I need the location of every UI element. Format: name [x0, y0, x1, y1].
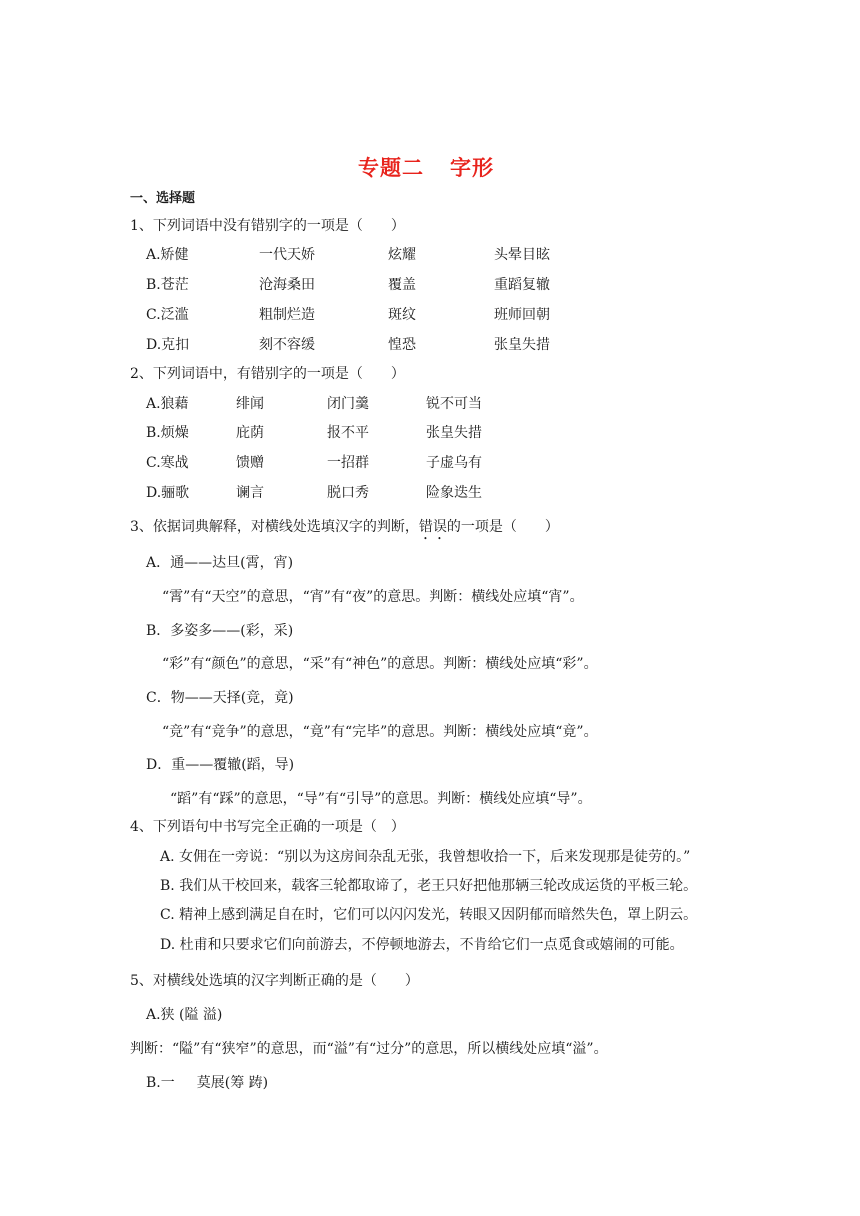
q3-explain-b: “彩”有“颜色”的意思，“采”有“神色”的意思。判断：横线处应填“彩”。 — [162, 656, 598, 672]
q2-option-b-4: 张皇失措 — [426, 425, 482, 441]
q1-option-d-2: 刻不容缓 — [259, 337, 315, 353]
q2-option-d-3: 脱口秀 — [327, 485, 369, 501]
q2-option-c-4: 子虚乌有 — [426, 455, 482, 471]
q5-option-b-prefix: B.一 — [146, 1075, 175, 1091]
q3-explain-a: “霄”有“天空”的意思，“宵”有“夜”的意思。判断：横线处应填“宵”。 — [162, 589, 584, 605]
q2-option-c-3: 一招群 — [327, 455, 369, 471]
q4-option-a: A. 女佣在一旁说：“别以为这房间杂乱无张，我曾想收拾一下，后来发现那是徒劳的。” — [160, 849, 691, 865]
q1-option-d-4: 张皇失措 — [494, 337, 550, 353]
q1-option-a-3: 炫耀 — [388, 247, 416, 263]
q2-option-d-4: 险象迭生 — [426, 485, 482, 501]
q1-option-c-4: 班师回朝 — [494, 307, 550, 323]
q4-option-d: D. 杜甫和只要求它们向前游去，不停顿地游去，不肯给它们一点觅食或嬉闹的可能。 — [160, 937, 684, 953]
q3-stem-after: 的一项是（ ） — [446, 519, 559, 535]
q2-option-b-3: 报不平 — [327, 425, 369, 441]
q3-explain-d: “蹈”有“踩”的意思，“导”有“引导”的意思。判断：横线处应填“导”。 — [170, 791, 592, 807]
q2-option-b-2: 庇荫 — [236, 425, 264, 441]
q5-judgement-a: 判断：“隘”有“狭窄”的意思，而“溢”有“过分”的意思，所以横线处应填“溢”。 — [130, 1041, 608, 1057]
q4-option-c: C. 精神上感到满足自在时，它们可以闪闪发光，转眼又因阴郁而暗然失色，罩上阴云。 — [160, 907, 698, 923]
q1-option-a-4: 头晕目眩 — [494, 247, 550, 263]
q2-option-a-2: 绯闻 — [236, 396, 264, 412]
q3-stem-emphasis: 错误 — [418, 519, 447, 535]
q3-option-d: D．重——覆辙(蹈，导) — [146, 757, 295, 773]
q2-option-c-1: C.寒战 — [146, 455, 189, 471]
page-title — [358, 157, 494, 178]
q3-option-c: C．物——天择(竞，竟) — [146, 690, 294, 706]
q2-option-a-3: 闭门羹 — [327, 396, 369, 412]
title-part2: 字形 — [450, 155, 494, 180]
q1-option-c-1: C.泛滥 — [146, 307, 189, 323]
q1-option-a-2: 一代天娇 — [259, 247, 315, 263]
q2-option-c-2: 馈赠 — [236, 455, 264, 471]
q2-stem: 2、下列词语中，有错别字的一项是（ ） — [130, 366, 405, 382]
q2-option-d-1: D.骊歌 — [146, 485, 190, 501]
q3-option-a: A．通——达旦(霄，宵) — [146, 555, 294, 571]
q2-option-a-1: A.狼藉 — [146, 396, 189, 412]
q2-option-a-4: 锐不可当 — [426, 396, 482, 412]
q1-option-d-1: D.克扣 — [146, 337, 190, 353]
q1-option-c-2: 粗制烂造 — [259, 307, 315, 323]
q3-explain-c: “竞”有“竞争”的意思，“竟”有“完毕”的意思。判断：横线处应填“竟”。 — [162, 724, 598, 740]
q3-stem — [130, 519, 559, 543]
q5-option-b-suffix: 莫展(筹 踌) — [196, 1075, 269, 1091]
q3-stem-before: 3、依据词典解释，对横线处选填汉字的判断， — [130, 519, 419, 535]
q5-option-a: A.狭 (隘 溢) — [146, 1007, 223, 1023]
title-part1: 专题二 — [358, 155, 424, 180]
q1-option-b-2: 沧海桑田 — [259, 277, 315, 293]
q1-option-a-1: A.矫健 — [146, 247, 189, 263]
q1-option-b-4: 重蹈复辙 — [494, 277, 550, 293]
q1-option-d-3: 惶恐 — [388, 337, 416, 353]
section-heading: 一、选择题 — [130, 191, 196, 206]
q5-option-b — [146, 1076, 268, 1090]
q4-stem: 4、下列语句中书写完全正确的一项是（ ） — [130, 819, 405, 835]
q3-option-b: B．多姿多——(彩，采) — [146, 623, 294, 639]
q5-stem: 5、对横线处选填的汉字判断正确的是（ ） — [130, 973, 419, 989]
q1-stem: 1、下列词语中没有错别字的一项是（ ） — [130, 218, 405, 234]
q1-option-c-3: 斑纹 — [388, 307, 416, 323]
q1-option-b-1: B.苍茫 — [146, 277, 189, 293]
q2-option-b-1: B.烦燥 — [146, 425, 189, 441]
q1-option-b-3: 覆盖 — [388, 277, 416, 293]
q2-option-d-2: 谰言 — [236, 485, 264, 501]
q4-option-b: B. 我们从干校回来，载客三轮都取谛了，老王只好把他那辆三轮改成运货的平板三轮。 — [160, 878, 698, 894]
